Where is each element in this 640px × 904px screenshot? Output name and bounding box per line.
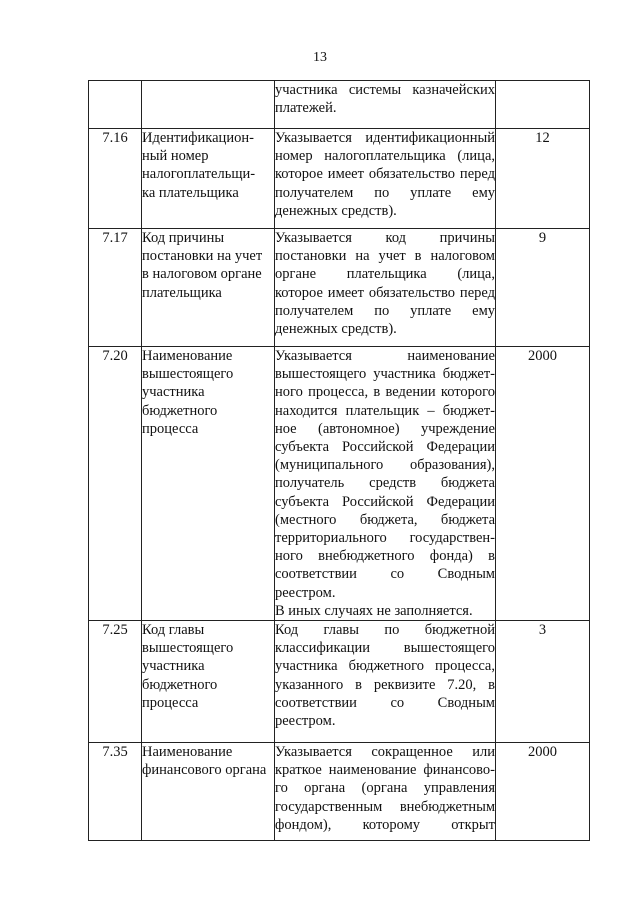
requisite-name-line: ка плательщика bbox=[142, 184, 239, 201]
requisite-length: 12 bbox=[496, 129, 590, 229]
table-row bbox=[89, 81, 590, 129]
requisite-description-line: Указывается наименование bbox=[275, 348, 495, 364]
requisite-description-line: получатель средств бюджета bbox=[275, 475, 495, 492]
table-row bbox=[89, 347, 590, 621]
requisite-name bbox=[142, 129, 275, 229]
requisite-description-line: Указывается идентификационный bbox=[275, 130, 495, 146]
requisite-name-line: Наименование bbox=[142, 348, 233, 364]
requisite-description-line: номер налогоплательщика (лица, bbox=[275, 148, 495, 165]
requisite-description-line: классификации вышестоящего bbox=[275, 640, 495, 657]
requisite-description bbox=[275, 621, 496, 743]
requisite-description-line: участника системы казначейских bbox=[275, 82, 495, 98]
requisite-length: 2000 bbox=[496, 347, 590, 621]
requisite-name bbox=[142, 229, 275, 347]
requisite-description-line: реестром. bbox=[275, 713, 336, 730]
requisite-name-line: налогоплательщи- bbox=[142, 166, 256, 183]
requisite-description-line: указанного в реквизите 7.20, в bbox=[275, 676, 495, 693]
requisite-name-line: Код главы bbox=[142, 622, 205, 639]
requisite-name-line: Идентификацион- bbox=[142, 130, 254, 146]
requisite-name-line: плательщика bbox=[142, 284, 222, 301]
requisite-description-line: В иных случаях не заполняется. bbox=[275, 602, 473, 619]
table-row bbox=[89, 743, 590, 841]
requisite-description-line: вышестоящего участника бюджет- bbox=[275, 366, 495, 383]
requisite-description-line: (местного бюджета, бюджета bbox=[275, 511, 495, 528]
requisite-length bbox=[496, 81, 590, 129]
requisite-name bbox=[142, 621, 275, 743]
requisite-description-line: ного внебюджетного фонда) в bbox=[275, 548, 495, 565]
requisite-name-line: бюджетного bbox=[142, 402, 218, 419]
page-number: 13 bbox=[313, 50, 327, 65]
requisite-name-line: процесса bbox=[142, 694, 199, 711]
requisite-description-line: которое имеет обязательство перед bbox=[275, 166, 495, 183]
requisite-description-line: участника бюджетного процесса, bbox=[275, 658, 495, 675]
requisite-number: 7.25 bbox=[89, 621, 142, 743]
requisite-description-line: территориального государствен- bbox=[275, 530, 495, 547]
requisite-description-line: получателем по уплате ему bbox=[275, 184, 495, 201]
table-body bbox=[89, 81, 590, 841]
requisite-name-line: бюджетного bbox=[142, 676, 218, 693]
requisite-description-line: которое имеет обязательство перед bbox=[275, 284, 495, 301]
requisite-description-line: Код главы по бюджетной bbox=[275, 622, 495, 639]
requisite-length: 3 bbox=[496, 621, 590, 743]
requisite-description-line: субъекта Российской Федерации bbox=[275, 439, 495, 456]
requisite-description-line: органе плательщика (лица, bbox=[275, 266, 495, 283]
requisite-description-line: реестром. bbox=[275, 584, 336, 601]
requisite-name-line: вышестоящего bbox=[142, 366, 234, 383]
requisite-description-line: платежей. bbox=[275, 100, 337, 117]
requisite-description bbox=[275, 347, 496, 621]
requisite-description-line: ное (автономное) учреждение bbox=[275, 420, 495, 437]
requisite-name-line: в налоговом органе bbox=[142, 266, 262, 283]
requisite-description-line: Указывается код причины bbox=[275, 230, 495, 246]
requisite-name-line: вышестоящего bbox=[142, 640, 234, 657]
requisite-description-line: фондом), которому открыт bbox=[275, 816, 495, 833]
requisite-name bbox=[142, 81, 275, 129]
requisite-description-line: денежных средств). bbox=[275, 202, 397, 219]
requisite-description-line: ного процесса, в ведении которого bbox=[275, 384, 495, 401]
requisites-table bbox=[88, 80, 590, 841]
requisite-description-line: краткое наименование финансово- bbox=[275, 762, 495, 779]
requisite-description-line: получателем по уплате ему bbox=[275, 302, 495, 319]
requisite-name-line: участника bbox=[142, 658, 205, 675]
requisite-description bbox=[275, 229, 496, 347]
requisite-description-line: субъекта Российской Федерации bbox=[275, 493, 495, 510]
requisite-number bbox=[89, 81, 142, 129]
table-row bbox=[89, 229, 590, 347]
requisite-description-line: (муниципального образования), bbox=[275, 457, 495, 474]
requisite-number: 7.16 bbox=[89, 129, 142, 229]
table-row bbox=[89, 621, 590, 743]
requisite-description bbox=[275, 743, 496, 841]
requisite-description-line: соответствии со Сводным bbox=[275, 694, 495, 711]
requisite-name-line: Код причины bbox=[142, 230, 225, 246]
requisite-description-line: соответствии со Сводным bbox=[275, 566, 495, 583]
requisite-description-line: го органа (органа управления bbox=[275, 780, 495, 797]
requisite-name-line: постановки на учет bbox=[142, 248, 263, 265]
table-row bbox=[89, 129, 590, 229]
requisite-description bbox=[275, 81, 496, 129]
requisite-number: 7.35 bbox=[89, 743, 142, 841]
requisite-name-line: финансового органа bbox=[142, 762, 267, 779]
requisite-name-line: Наименование bbox=[142, 744, 233, 761]
requisite-name-line: участника bbox=[142, 384, 205, 401]
requisite-description-line: постановки на учет в налоговом bbox=[275, 248, 495, 265]
requisite-length: 2000 bbox=[496, 743, 590, 841]
requisite-description-line: Указывается сокращенное или bbox=[275, 744, 495, 761]
requisite-number: 7.17 bbox=[89, 229, 142, 347]
requisite-description-line: находится плательщик – бюджет- bbox=[275, 402, 495, 419]
requisite-description-line: государственным внебюджетным bbox=[275, 798, 495, 815]
requisite-name bbox=[142, 743, 275, 841]
requisite-number: 7.20 bbox=[89, 347, 142, 621]
requisite-name-line: ный номер bbox=[142, 148, 209, 165]
requisite-name-line: процесса bbox=[142, 420, 199, 437]
requisite-name bbox=[142, 347, 275, 621]
requisite-description bbox=[275, 129, 496, 229]
requisite-length: 9 bbox=[496, 229, 590, 347]
requisite-description-line: денежных средств). bbox=[275, 321, 397, 338]
